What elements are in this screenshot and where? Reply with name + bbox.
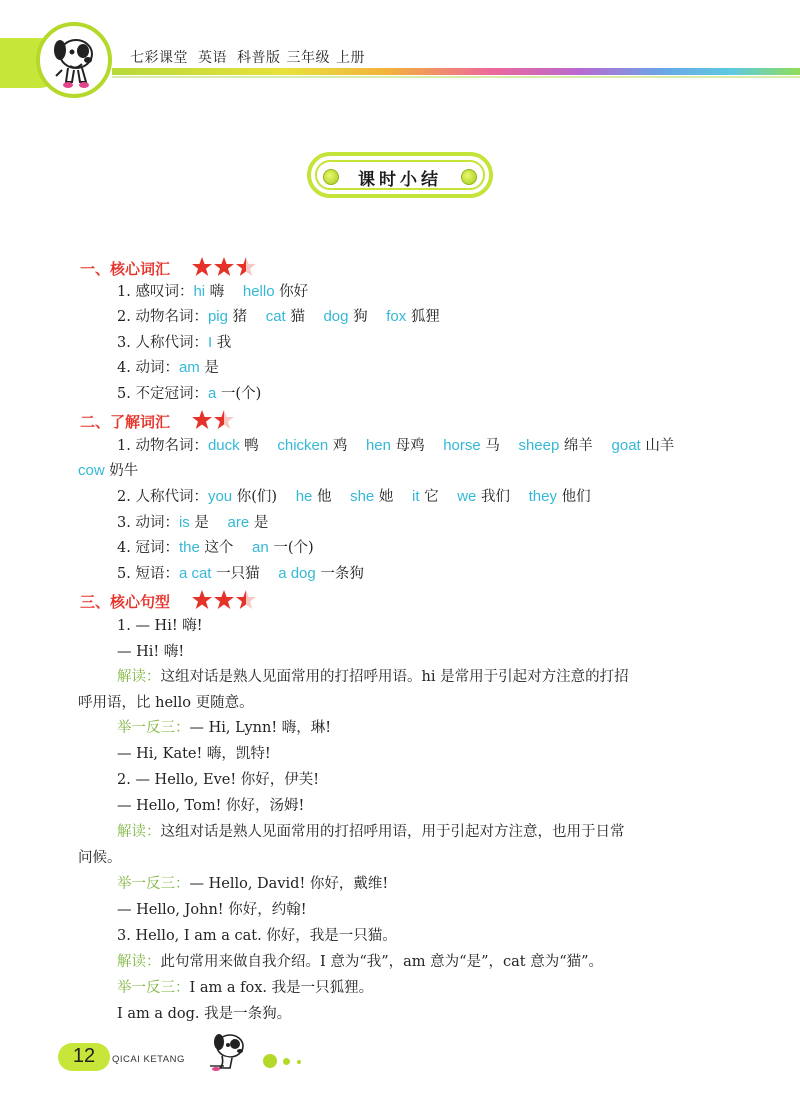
- english-word: you: [207, 488, 233, 505]
- note-label: 解读：: [117, 824, 161, 840]
- english-word: fox: [386, 308, 407, 325]
- practice-label: 举一反三：: [117, 720, 190, 736]
- header-rainbow-stripe: [112, 68, 800, 75]
- practice-label: 举一反三：: [117, 876, 190, 892]
- header-title: [130, 47, 375, 67]
- item-label: 2. 动物名词：: [117, 309, 208, 325]
- header-series: 七彩课堂: [130, 50, 188, 66]
- item-label: 3. 动词：: [117, 515, 179, 531]
- footer-dot-large-icon: [263, 1054, 277, 1068]
- english-word: cat: [265, 308, 286, 325]
- header-stripe-shadow: [112, 76, 800, 78]
- chinese-meaning: 山羊: [645, 438, 675, 454]
- sentence-3: 3. Hello, I am a cat. 你好，我是一只猫。: [117, 928, 397, 944]
- rating-stars-icon: [191, 589, 259, 611]
- note-2-line-1: [117, 822, 625, 842]
- english-word: sheep: [518, 437, 560, 454]
- item-label: 5. 不定冠词：: [117, 386, 208, 402]
- practice-text: I am a fox. 我是一只狐狸。: [189, 980, 374, 996]
- chinese-meaning: 嗨: [209, 284, 225, 300]
- extra-vocab-line-5: [117, 564, 364, 584]
- chinese-meaning: 鸭: [244, 438, 259, 454]
- section-title: 三、核心句型: [80, 593, 171, 611]
- note-text: 这组对话是熟人见面常用的打招呼用语，用于引起对方注意，也用于日常: [160, 824, 625, 840]
- core-vocab-line-3: [117, 333, 231, 353]
- chinese-meaning: 狐狸: [410, 309, 440, 325]
- chinese-meaning: 是: [204, 360, 219, 376]
- practice-3a: [117, 978, 373, 998]
- chinese-meaning: 他们: [561, 489, 591, 505]
- chinese-meaning: 他: [316, 489, 332, 505]
- header-edition: 科普版: [237, 50, 281, 66]
- note-label: 解读：: [117, 669, 161, 685]
- english-word: are: [227, 514, 250, 531]
- section-title: 一、核心词汇: [80, 260, 171, 278]
- chinese-meaning: 我们: [481, 489, 511, 505]
- rating-stars-icon: [191, 256, 259, 278]
- dog-mascot-icon: [46, 30, 106, 94]
- english-word: horse: [443, 437, 481, 454]
- extra-vocab-line-4: [117, 538, 314, 558]
- chinese-meaning: 是: [194, 515, 209, 531]
- sentence-1b: — Hi! 嗨!: [117, 644, 185, 660]
- practice-label: 举一反三：: [117, 980, 190, 996]
- note-2-line-2: 问候。: [78, 850, 122, 866]
- practice-text: — Hello, David! 你好，戴维!: [189, 876, 389, 892]
- page-number: 12: [72, 1045, 96, 1067]
- english-word: we: [457, 488, 477, 505]
- chinese-meaning: 马: [485, 438, 500, 454]
- chinese-meaning: 狗: [353, 309, 368, 325]
- footer-dot-small-icon: [297, 1060, 301, 1064]
- mascot-badge: [36, 22, 112, 98]
- item-label: 1. 动物名词：: [117, 438, 208, 454]
- english-word: hi: [193, 283, 206, 300]
- item-label: 3. 人称代词：: [117, 335, 208, 351]
- chinese-meaning: 你好: [279, 284, 309, 300]
- core-vocab-line-5: [117, 384, 261, 404]
- rating-stars-icon: [191, 409, 237, 431]
- note-text: 此句常用来做自我介绍。I 意为“我”，am 意为“是”，cat 意为“猫”。: [160, 954, 604, 970]
- extra-vocab-line-3: [117, 513, 268, 533]
- english-word: a dog: [278, 565, 316, 582]
- section-extra-vocab-heading: [80, 409, 237, 433]
- practice-1b: — Hi, Kate! 嗨，凯特!: [117, 746, 271, 762]
- chinese-meaning: 它: [424, 489, 439, 505]
- english-word: am: [178, 359, 200, 376]
- chinese-meaning: 一(个): [273, 540, 314, 556]
- sentence-2a: 2. — Hello, Eve! 你好，伊芙!: [117, 772, 320, 788]
- english-word: it: [412, 488, 420, 505]
- lesson-summary-banner: [307, 152, 493, 198]
- chinese-meaning: 一(个): [220, 386, 262, 402]
- chinese-meaning: 我: [216, 335, 232, 351]
- english-word: the: [178, 539, 200, 556]
- chinese-meaning: 一只猫: [216, 566, 260, 582]
- chinese-meaning: 绵羊: [563, 438, 593, 454]
- section-core-sentences-heading: [80, 589, 259, 613]
- note-3: [117, 952, 603, 972]
- note-1-line-1: [117, 667, 629, 687]
- banner-title: 课时小结: [358, 170, 442, 190]
- core-vocab-line-2: [117, 307, 440, 327]
- note-label: 解读：: [117, 954, 161, 970]
- chinese-meaning: 猪: [232, 309, 248, 325]
- practice-text: — Hi, Lynn! 嗨，琳!: [189, 720, 332, 736]
- footer-dog-icon: [202, 1030, 252, 1072]
- english-word: pig: [207, 308, 228, 325]
- english-word: I: [207, 334, 213, 351]
- english-word: hen: [365, 437, 391, 454]
- extra-vocab-line-1: [117, 436, 674, 456]
- english-word: cow: [78, 462, 105, 479]
- chinese-meaning: 奶牛: [109, 463, 139, 479]
- chinese-meaning: 她: [378, 489, 394, 505]
- english-word: goat: [611, 437, 641, 454]
- chinese-meaning: 鸡: [332, 438, 348, 454]
- english-word: dog: [323, 308, 349, 325]
- footer-brand: QICAI KETANG: [112, 1054, 185, 1065]
- extra-vocab-line-1-cont: [78, 461, 138, 481]
- sentence-1a: 1. — Hi! 嗨!: [117, 618, 203, 634]
- core-vocab-line-4: [117, 358, 219, 378]
- extra-vocab-line-2: [117, 487, 591, 507]
- english-word: they: [528, 488, 557, 505]
- item-label: 4. 动词：: [117, 360, 179, 376]
- practice-2b: — Hello, John! 你好，约翰!: [117, 902, 307, 918]
- english-word: duck: [207, 437, 240, 454]
- chinese-meaning: 这个: [204, 540, 234, 556]
- chinese-meaning: 是: [253, 515, 269, 531]
- practice-1a: [117, 718, 331, 738]
- note-1-line-2: 呼用语，比 hello 更随意。: [78, 695, 254, 711]
- note-text: 这组对话是熟人见面常用的打招呼用语。hi 是常用于引起对方注意的打招: [160, 669, 629, 685]
- english-word: is: [178, 514, 190, 531]
- english-word: a: [207, 385, 217, 402]
- header-grade: 三年级: [286, 50, 330, 66]
- practice-2a: [117, 874, 388, 894]
- english-word: an: [252, 539, 269, 556]
- english-word: hello: [242, 283, 275, 300]
- footer-dot-medium-icon: [283, 1058, 290, 1065]
- chinese-meaning: 母鸡: [395, 438, 425, 454]
- header-subject: 英语: [198, 50, 227, 66]
- section-core-vocab-heading: [80, 256, 259, 280]
- chinese-meaning: 一条狗: [320, 566, 364, 582]
- item-label: 4. 冠词：: [117, 540, 179, 556]
- chinese-meaning: 猫: [290, 309, 305, 325]
- header-volume: 上册: [336, 50, 365, 66]
- chinese-meaning: 你(们): [236, 489, 278, 505]
- sentence-2b: — Hello, Tom! 你好，汤姆!: [117, 798, 305, 814]
- core-vocab-line-1: [117, 282, 308, 302]
- item-label: 5. 短语：: [117, 566, 179, 582]
- practice-3b: I am a dog. 我是一条狗。: [117, 1006, 292, 1022]
- item-label: 2. 人称代词：: [117, 489, 208, 505]
- english-word: he: [295, 488, 313, 505]
- english-word: a cat: [178, 565, 212, 582]
- section-title: 二、了解词汇: [80, 413, 171, 431]
- item-label: 1. 感叹词：: [117, 284, 194, 300]
- english-word: chicken: [277, 437, 329, 454]
- english-word: she: [350, 488, 375, 505]
